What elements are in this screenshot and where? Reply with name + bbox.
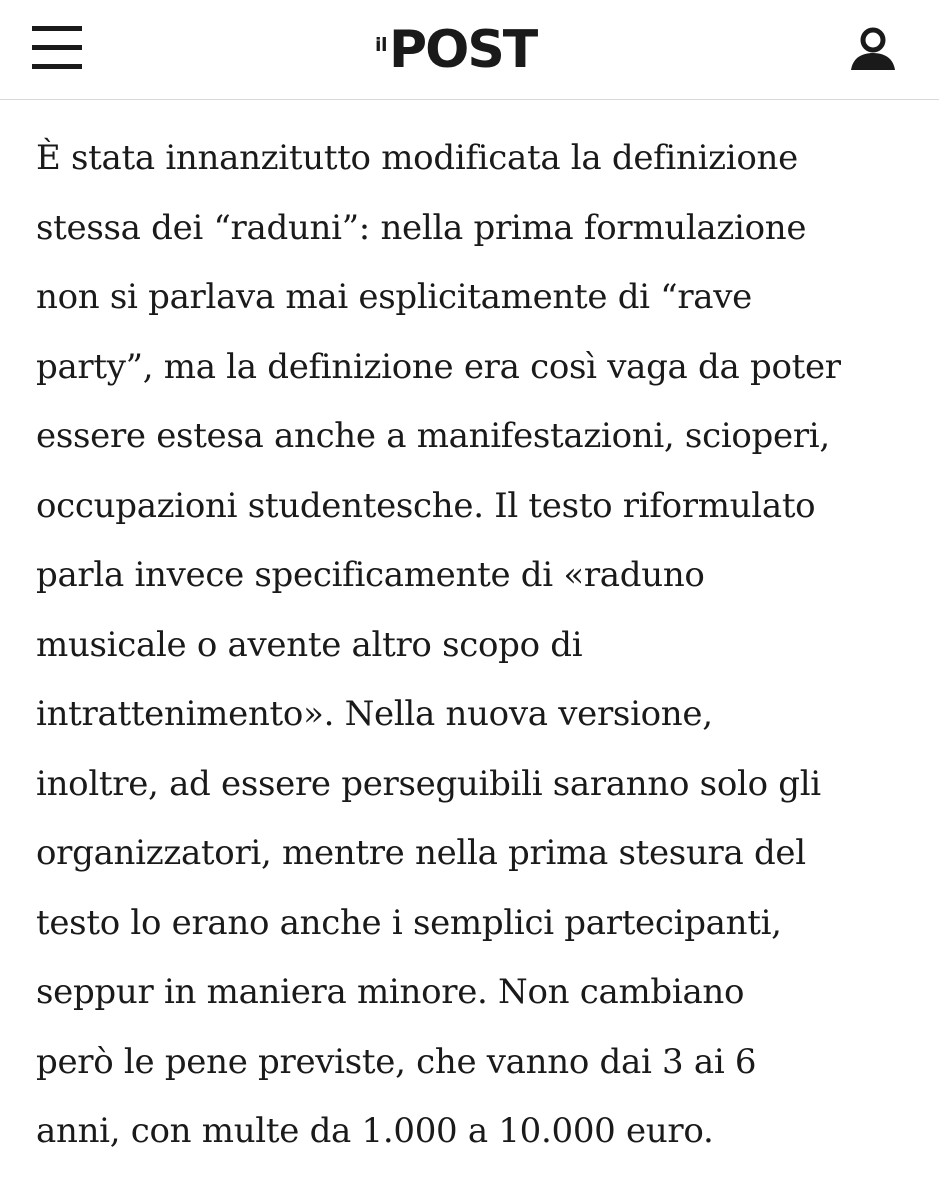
article-paragraph: È stata innanzitutto modificata la definizione stessa dei “raduni”: nella prima formulazione non si parlava mai esplicitamente di “rave party”, ma la definizione era così vaga da poter essere estesa anche a manifestazioni, scioperi, occupazioni studentesche. Il testo riformulato parla invece specificamente di «raduno musicale o avente altro scopo di intrattenimento». Nella nuova versione, inoltre, ad essere perseguibili saranno solo gli organizzatori, mentre nella prima stesura del testo lo erano anche i semplici partecipanti, seppur in maniera minore. Non cambiano però le pene previste, che vanno dai 3 ai 6 anni, con multe da 1.000 a 10.000 euro. (36, 138, 841, 1151)
site-logo[interactable] (375, 18, 575, 82)
menu-button[interactable] (32, 24, 84, 72)
logo-wordmark: POST (389, 20, 537, 80)
article-body (36, 124, 916, 1167)
site-header (0, 0, 939, 100)
logo-prefix: il (375, 34, 388, 56)
user-account-button[interactable] (846, 24, 900, 74)
user-account-icon (846, 24, 900, 74)
